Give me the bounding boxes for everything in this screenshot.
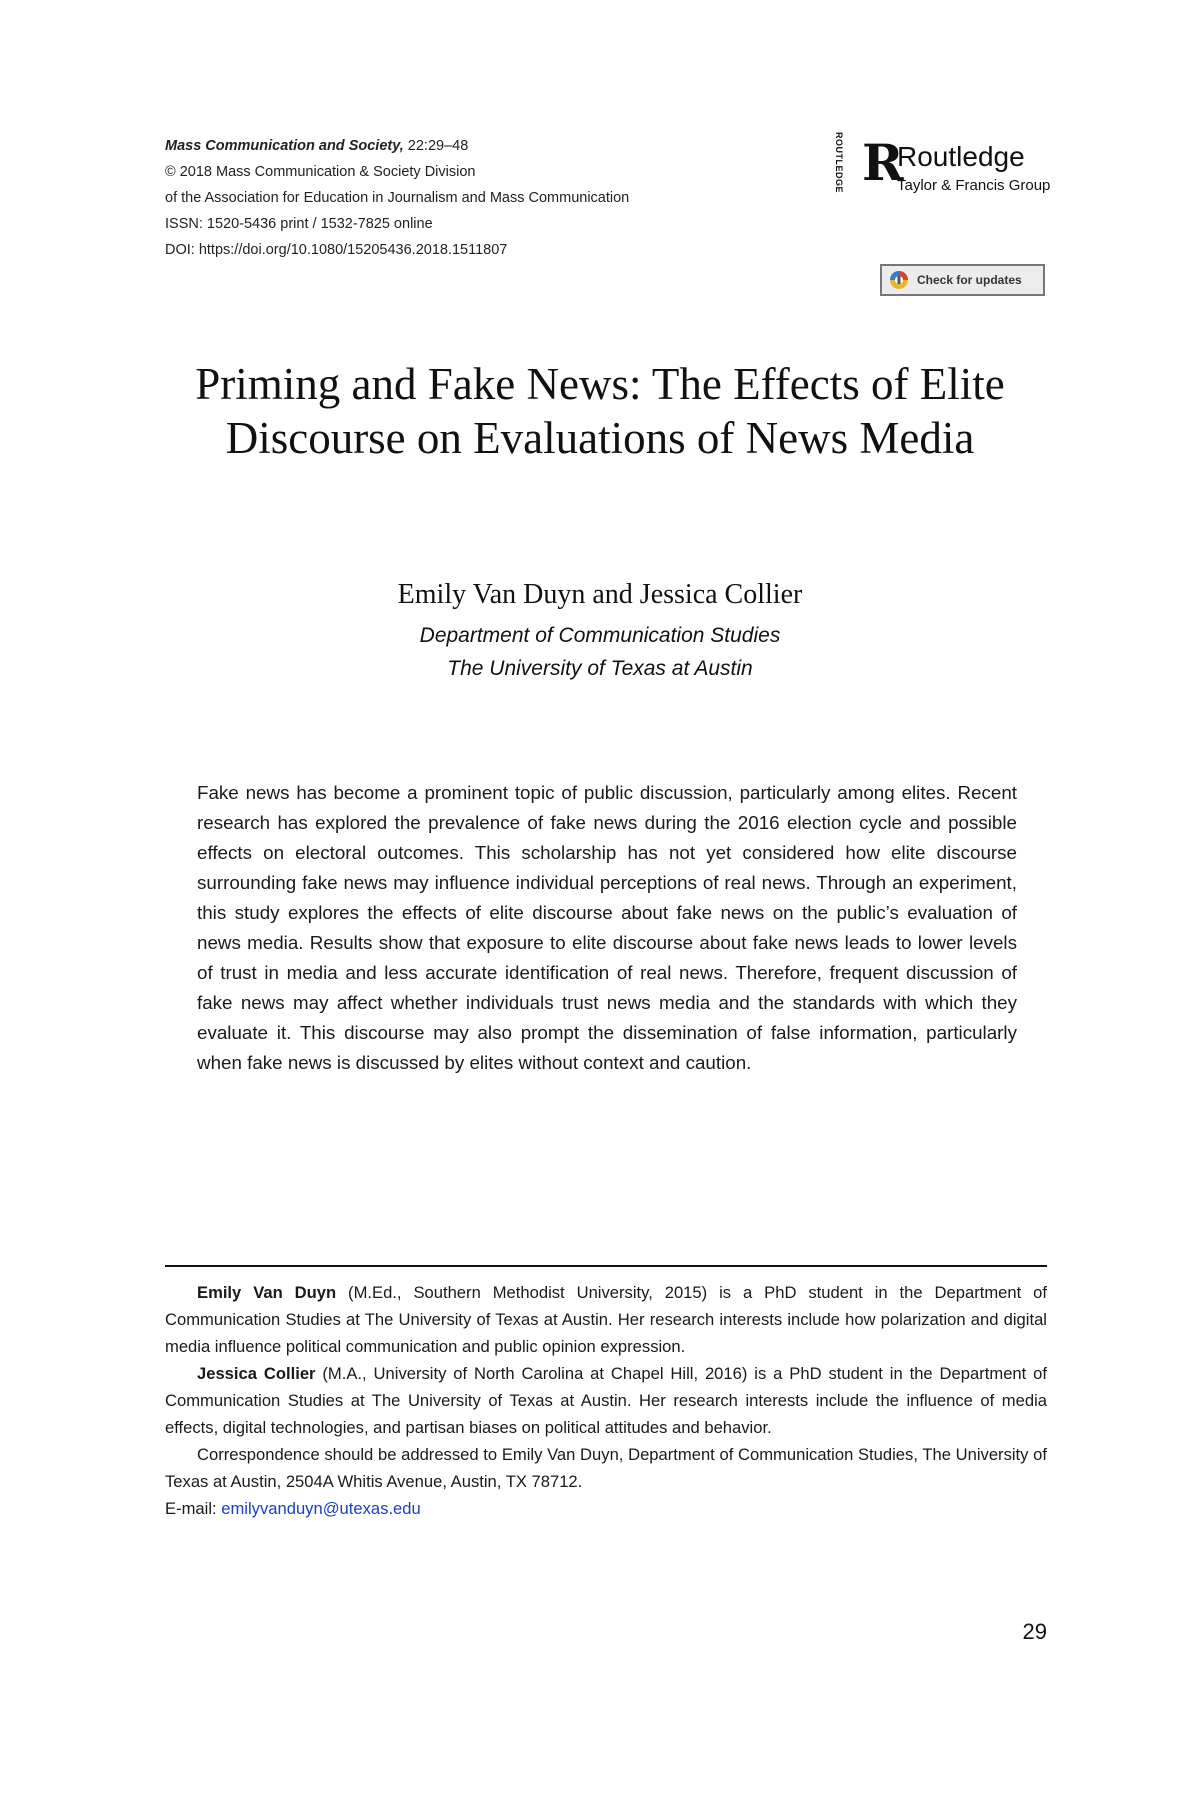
correspondence-note: Correspondence should be addressed to Emily Van Duyn, Department of Communication Studies, The University of Texas at Austin, 2504A Whitis Avenue, Austin, TX 78712. (165, 1445, 1047, 1491)
routledge-r-icon: R (862, 133, 904, 192)
affiliation-department: Department of Communication Studies (419, 624, 781, 647)
logo-vertical-text: ROUTLEDGE (834, 132, 844, 194)
affiliation-university: The University of Texas at Austin (447, 657, 753, 680)
check-for-updates-button[interactable] (880, 264, 1045, 296)
author-note-2-bio: (M.A., University of North Carolina at Chapel Hill, 2016) is a PhD student in the Department of Communication Studies at The University of Texas at Austin. Her research interests include the influence of media effects, digital technologies, and partisan biases on political attitudes and behavior. (165, 1364, 1047, 1437)
article-authors: Emily Van Duyn and Jessica Collier (397, 579, 803, 610)
author-note-2 (165, 1360, 1047, 1441)
copyright-line: © 2018 Mass Communication & Society Division (165, 164, 476, 180)
author-note-1-bio: (M.Ed., Southern Methodist University, 2015) is a PhD student in the Department of Communication Studies at The University of Texas at Austin. Her research interests include how polarization and digital media influence political communication and public opinion expression. (165, 1283, 1047, 1356)
article-title: Priming and Fake News: The Effects of Elite Discourse on Evaluations of News Media (195, 359, 1005, 463)
email-link[interactable]: emilyvanduyn@utexas.edu (221, 1499, 421, 1518)
article-abstract: Fake news has become a prominent topic of public discussion, particularly among elites. Recent research has explored the prevalence of fake news during the 2016 election cycle and possible effects on electoral outcomes. This scholarship has not yet considered how elite discourse surrounding fake news may influence individual perceptions of real news. Through an experiment, this study explores the effects of elite discourse about fake news on the public’s evaluation of news media. Results show that exposure to elite discourse about fake news leads to lower levels of trust in media and less accurate identification of real news. Therefore, frequent discussion of fake news may affect whether individuals trust news media and the standards with which they evaluate it. This discourse may also prompt the dissemination of false information, particularly when fake news is discussed by elites without context and caution. (197, 782, 1017, 1073)
author-notes (165, 1279, 1047, 1522)
journal-volume-pages: 22:29–48 (403, 138, 469, 154)
logo-group-name: Taylor & Francis Group (897, 177, 1051, 194)
author-note-1 (165, 1279, 1047, 1360)
check-for-updates-label: Check for updates (917, 273, 1022, 287)
journal-name: Mass Communication and Society, (165, 138, 404, 154)
logo-brand-name: Routledge (897, 141, 1025, 172)
crossmark-icon (889, 270, 909, 290)
association-line: of the Association for Education in Journalism and Mass Communication (165, 190, 630, 206)
routledge-logo (822, 130, 1052, 210)
journal-citation-line (165, 133, 785, 159)
email-line (165, 1495, 1047, 1522)
journal-masthead (165, 133, 785, 263)
footnote-divider (165, 1265, 1047, 1267)
issn-line: ISSN: 1520-5436 print / 1532-7825 online (165, 216, 433, 232)
author-note-2-name: Jessica Collier (197, 1364, 316, 1383)
page-number: 29 (1022, 1619, 1047, 1644)
doi-line: DOI: https://doi.org/10.1080/15205436.2018.1511807 (165, 242, 508, 258)
email-label: E-mail: (165, 1499, 222, 1518)
author-note-1-name: Emily Van Duyn (197, 1283, 337, 1302)
